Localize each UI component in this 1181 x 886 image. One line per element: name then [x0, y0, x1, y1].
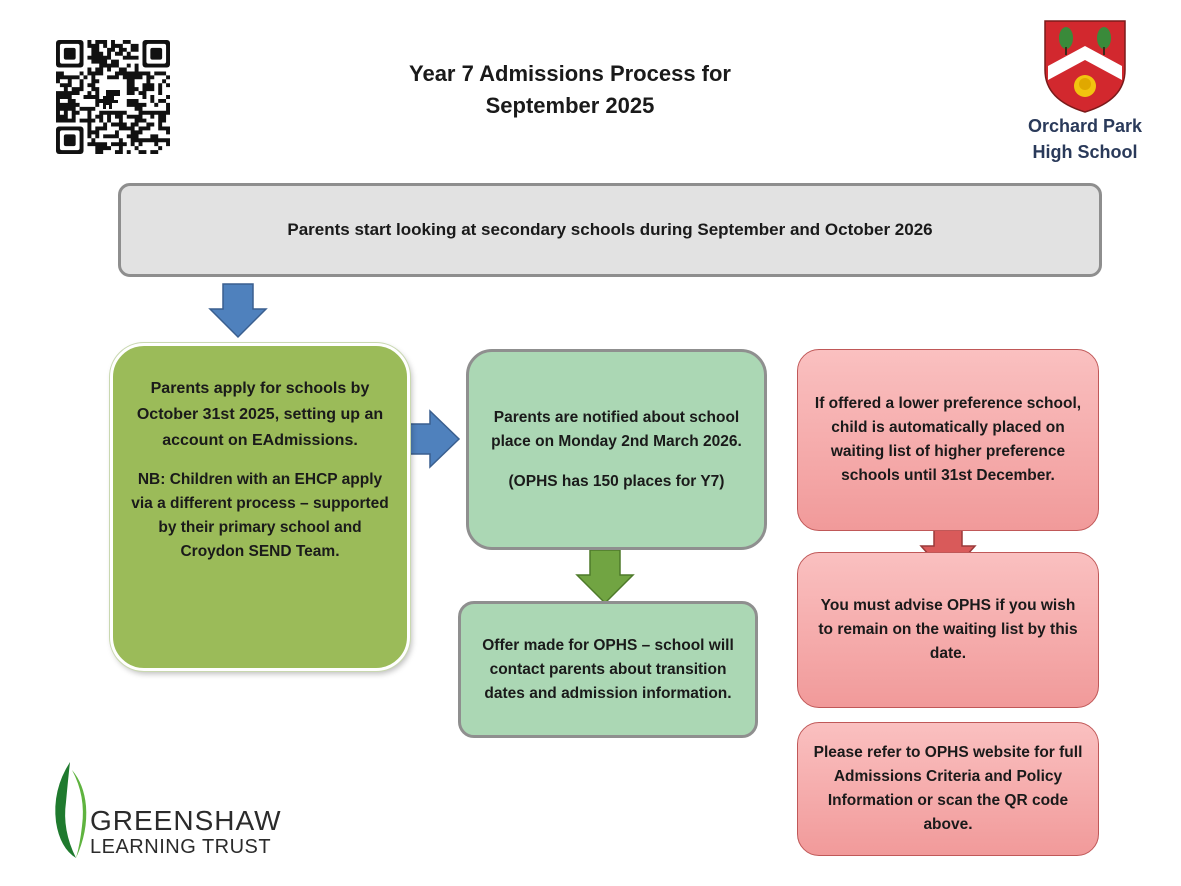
waiting-list-box	[797, 349, 1099, 531]
offer-text: Offer made for OPHS – school will contact parents about transition dates and admission information.	[482, 636, 734, 702]
page-title-line2: September 2025	[485, 93, 655, 118]
notified-box	[466, 349, 767, 550]
start-looking-banner	[118, 183, 1102, 277]
arrow-down-green-icon	[575, 549, 635, 605]
arrow-right-icon	[403, 409, 461, 469]
refer-box	[797, 722, 1099, 856]
school-crest-icon	[1042, 18, 1128, 114]
trust-logo	[90, 806, 282, 858]
school-name-line2: High School	[1032, 142, 1138, 162]
trust-logo-line2: LEARNING TRUST	[90, 836, 272, 858]
school-name-line1: Orchard Park	[1027, 116, 1143, 136]
leaf-icon	[50, 760, 90, 860]
notified-text: Parents are notified about school place on Monday 2nd March 2026.	[491, 408, 742, 450]
waiting-list-text: If offered a lower preference school, child is automatically placed on waiting list of higher preference schools until 31st December.	[814, 395, 1082, 484]
arrow-down-icon	[208, 283, 268, 339]
page-title-line1: Year 7 Admissions Process for	[409, 61, 731, 86]
banner-text: Parents start looking at secondary schools during September and October 2026	[287, 220, 933, 239]
apply-text: Parents apply for schools by October 31st 2025, setting up an account on EAdmissions.	[136, 380, 384, 449]
advise-box	[797, 552, 1099, 708]
notified-note: (OPHS has 150 places for Y7)	[508, 472, 725, 490]
qr-code-icon[interactable]	[56, 40, 170, 154]
advise-text: You must advise OPHS if you wish to remain on the waiting list by this date.	[818, 597, 1078, 662]
apply-note: NB: Children with an EHCP apply via a different process – supported by their primary school and Croydon SEND Team.	[131, 471, 389, 560]
trust-logo-line1: GREENSHAW	[90, 805, 282, 836]
school-name	[1010, 113, 1160, 165]
refer-text: Please refer to OPHS website for full Admissions Criteria and Policy Information or scan the QR code above.	[813, 744, 1083, 833]
apply-box	[110, 343, 410, 671]
page-title	[330, 58, 810, 122]
offer-box	[458, 601, 758, 738]
